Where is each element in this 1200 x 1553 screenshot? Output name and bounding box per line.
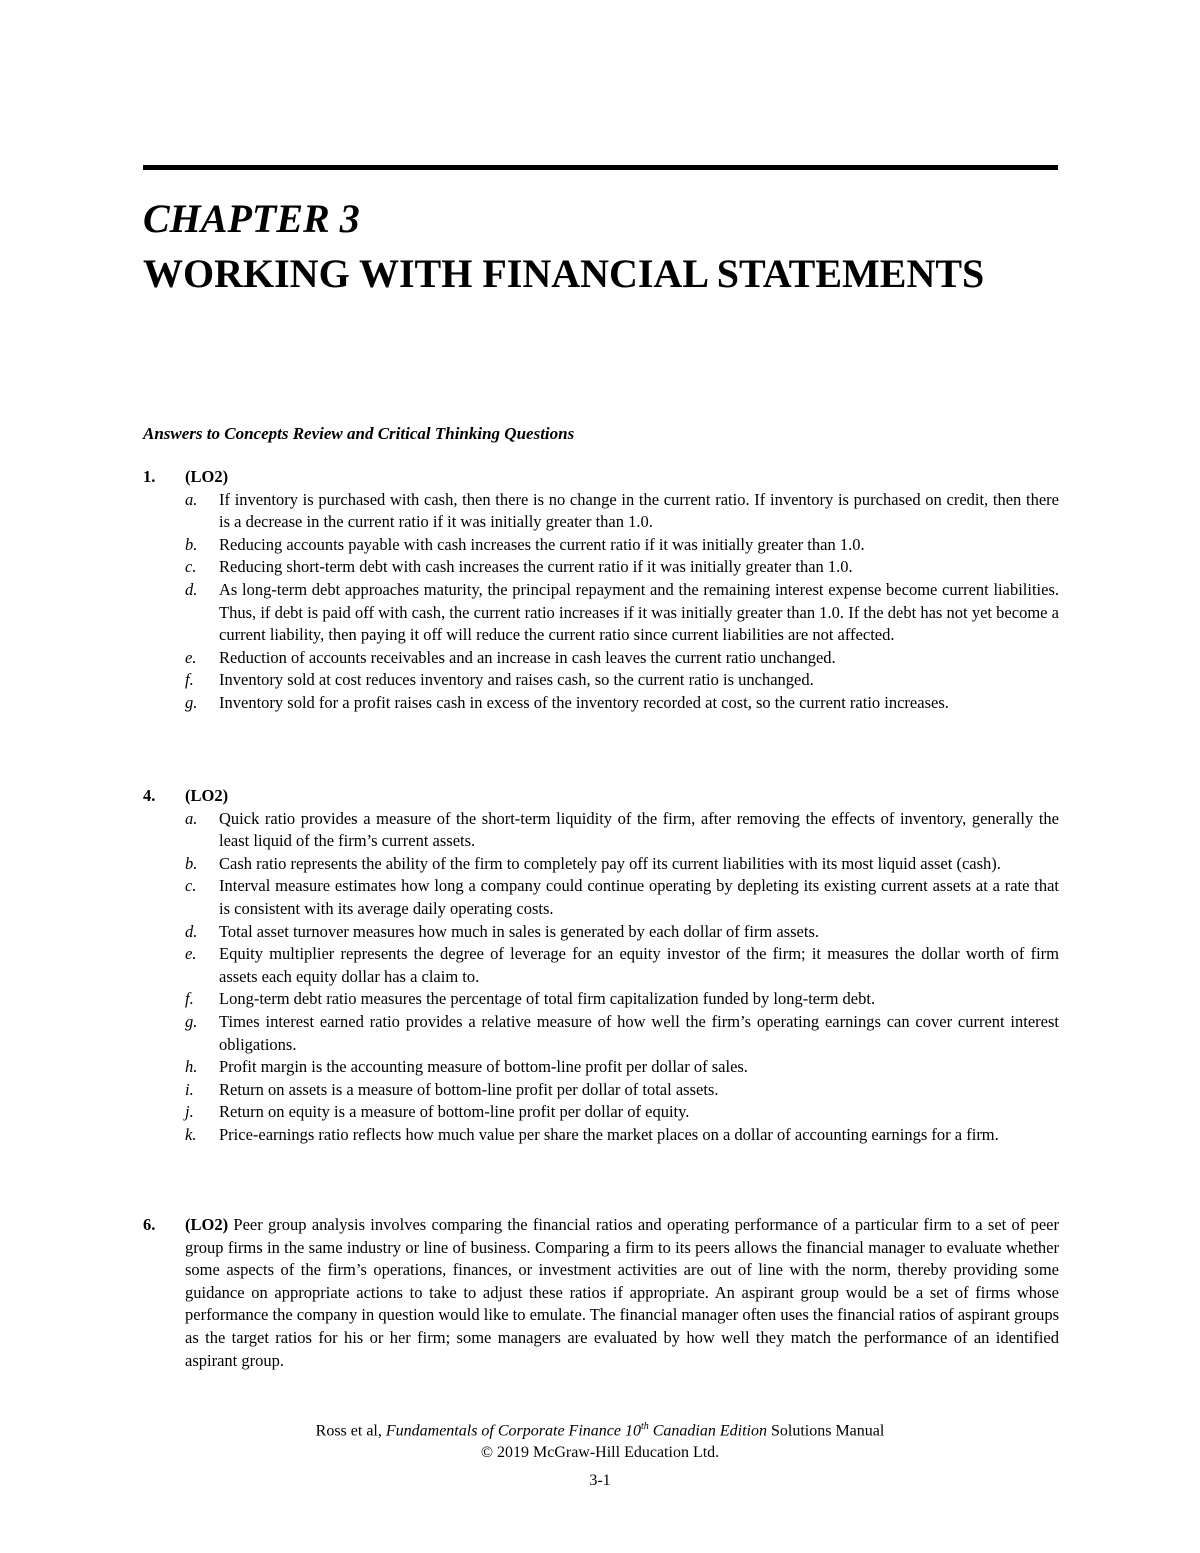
item-letter: d.	[185, 579, 198, 599]
chapter-title: WORKING WITH FINANCIAL STATEMENTS	[143, 251, 985, 296]
item-letter: e.	[185, 944, 197, 964]
item-text: As long-term debt approaches maturity, the principal repayment and the remaining interest expense become current liabilities. Thus, if debt is paid off with cash, the current ratio increases if it was initially greater than 1.0. If the debt has not yet become a current liability, then paying it off will reduce the current ratio since current liabilities are not affected.	[219, 579, 1059, 645]
item-letter: d.	[185, 921, 198, 941]
question-number: 6.	[143, 1215, 156, 1234]
footer-authors: Ross et al,	[315, 1422, 382, 1440]
list-item	[185, 1101, 1059, 1124]
question-number: 4.	[143, 786, 156, 805]
item-text: Total asset turnover measures how much in sales is generated by each dollar of firm assets.	[219, 921, 819, 941]
answer-text: Peer group analysis involves comparing the financial ratios and operating performance of a particular firm to a set of peer group firms in the same industry or line of business. Comparing a firm to its peers allows the financial manager to evaluate whether some aspects of the firm’s operations, finances, or investment activities are out of line with the norm, thereby providing some guidance on appropriate actions to take to adjust these ratios if appropriate. An aspirant group would be a set of firms whose performance the company in question would like to emulate. The financial manager often uses the financial ratios of aspirant groups as the target ratios for his or her firm; some managers are evaluated by how well they match the performance of an identified aspirant group.	[185, 1215, 1059, 1370]
item-text: Quick ratio provides a measure of the short-term liquidity of the firm, after removing the effects of inventory, generally the least liquid of the firm’s current assets.	[219, 808, 1059, 851]
footer	[0, 1416, 1200, 1492]
learning-objective: (LO2)	[185, 786, 229, 805]
question-6	[143, 1214, 1059, 1372]
footer-manual: Solutions Manual	[770, 1422, 885, 1440]
list-item	[185, 988, 1059, 1011]
list-item	[185, 489, 1059, 534]
section-heading: Answers to Concepts Review and Critical Thinking Questions	[143, 424, 575, 443]
page-number: 3-1	[589, 1472, 611, 1490]
answer-list	[143, 489, 1059, 715]
question-4	[143, 785, 1059, 1147]
list-item	[185, 692, 1059, 715]
list-item	[185, 534, 1059, 557]
footer-copyright: © 2019 McGraw-Hill Education Ltd.	[480, 1444, 720, 1462]
item-letter: c.	[185, 557, 197, 577]
header-rule	[143, 165, 1058, 170]
list-item	[185, 647, 1059, 670]
answer-list	[143, 808, 1059, 1147]
item-text: Reduction of accounts receivables and an increase in cash leaves the current ratio unchanged.	[219, 647, 836, 667]
item-letter: a.	[185, 808, 198, 828]
list-item	[185, 875, 1059, 920]
list-item	[185, 579, 1059, 647]
item-letter: b.	[185, 853, 198, 873]
list-item	[185, 921, 1059, 944]
learning-objective: (LO2)	[185, 467, 229, 486]
item-letter: c.	[185, 876, 197, 896]
item-text: Inventory sold for a profit raises cash in excess of the inventory recorded at cost, so the current ratio increases.	[219, 692, 949, 712]
item-text: Times interest earned ratio provides a relative measure of how well the firm’s operating earnings can cover current interest obligations.	[219, 1011, 1059, 1054]
item-letter: e.	[185, 647, 197, 667]
item-letter: j.	[185, 1102, 194, 1122]
item-letter: a.	[185, 489, 198, 509]
list-item	[185, 1079, 1059, 1102]
item-text: Reducing accounts payable with cash increases the current ratio if it was initially greater than 1.0.	[219, 534, 865, 554]
footer-citation	[0, 1416, 1200, 1442]
item-text: Inventory sold at cost reduces inventory and raises cash, so the current ratio is unchanged.	[219, 670, 814, 690]
item-letter: k.	[185, 1124, 197, 1144]
item-text: Interval measure estimates how long a company could continue operating by depleting its existing current assets at a rate that is consistent with its average daily operating costs.	[219, 876, 1059, 918]
item-letter: f.	[185, 670, 194, 690]
chapter-number: CHAPTER 3	[143, 196, 360, 241]
item-text: Cash ratio represents the ability of the firm to completely pay off its current liabilities with its most liquid asset (cash).	[219, 853, 1001, 873]
item-text: Price-earnings ratio reflects how much value per share the market places on a dollar of accounting earnings for a firm.	[219, 1124, 999, 1144]
footer-superscript: th	[640, 1421, 649, 1432]
item-text: Reducing short-term debt with cash increases the current ratio if it was initially greater than 1.0.	[219, 557, 853, 577]
item-text: Equity multiplier represents the degree of leverage for an equity investor of the firm; it measures the dollar worth of firm assets each equity dollar has a claim to.	[219, 944, 1059, 986]
list-item	[185, 669, 1059, 692]
item-text: Long-term debt ratio measures the percentage of total firm capitalization funded by long-term debt.	[219, 989, 876, 1009]
item-text: Profit margin is the accounting measure of bottom-line profit per dollar of sales.	[219, 1057, 748, 1077]
list-item	[185, 943, 1059, 988]
item-letter: i.	[185, 1079, 194, 1099]
list-item	[185, 1124, 1059, 1147]
item-letter: g.	[185, 1011, 198, 1031]
item-text: Return on equity is a measure of bottom-line profit per dollar of equity.	[219, 1102, 690, 1122]
footer-edition: Canadian Edition	[652, 1422, 767, 1440]
item-letter: f.	[185, 989, 194, 1009]
list-item	[185, 1011, 1059, 1056]
list-item	[185, 1056, 1059, 1079]
item-text: Return on assets is a measure of bottom-line profit per dollar of total assets.	[219, 1079, 719, 1099]
item-text: If inventory is purchased with cash, then there is no change in the current ratio. If inventory is purchased on credit, then there is a decrease in the current ratio if it was initially greater than 1.0.	[219, 489, 1059, 532]
item-letter: h.	[185, 1057, 198, 1077]
footer-book-title: Fundamentals of Corporate Finance 10	[385, 1422, 641, 1440]
item-letter: g.	[185, 692, 198, 712]
question-1	[143, 466, 1059, 715]
learning-objective: (LO2)	[185, 1215, 229, 1234]
question-number: 1.	[143, 467, 156, 486]
list-item	[185, 556, 1059, 579]
question-body	[185, 1214, 1059, 1372]
list-item	[185, 853, 1059, 876]
list-item	[185, 808, 1059, 853]
item-letter: b.	[185, 534, 198, 554]
